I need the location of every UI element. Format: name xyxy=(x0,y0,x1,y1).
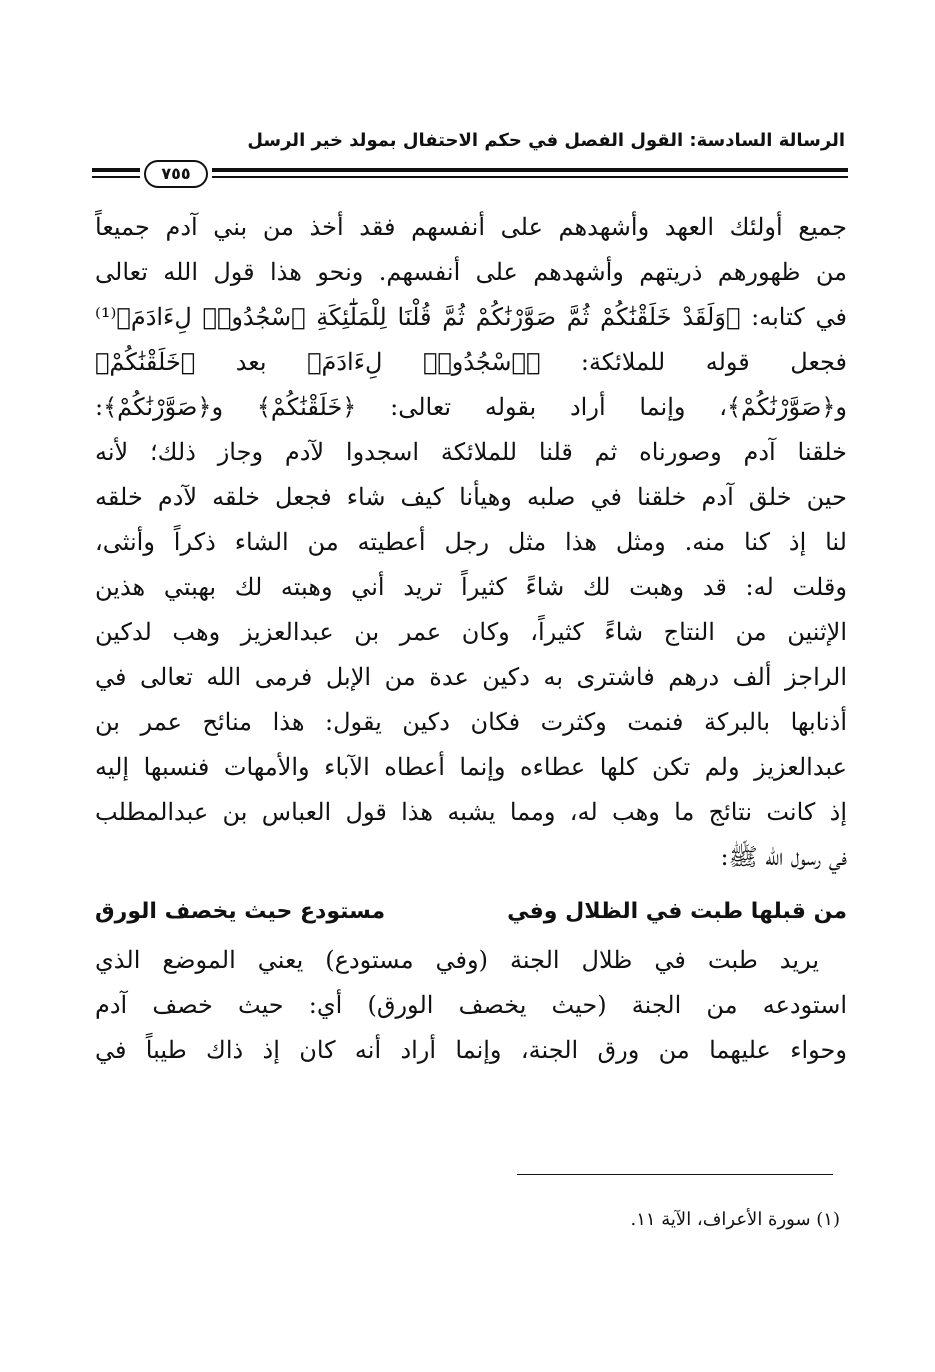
text-line: وحواء عليهما من ورق الجنة، وإنما أراد أنه كان إذ ذاك طيباً في xyxy=(95,1036,847,1064)
text-line: يريد طبت في ظلال الجنة (وفي مستودع) يعني الموضع الذي xyxy=(95,946,819,974)
text-line: حين خلق آدم خلقنا في صلبه وهيأنا كيف شاء فجعل خلقه لآدم خلقه xyxy=(95,483,847,511)
text-line: من ظهورهم ذريتهم وأشهدهم على أنفسهم. ونحو هذا قول الله تعالى xyxy=(95,258,847,286)
text-line: الراجز ألف درهم فاشترى به دكين عدة من الإبل فرمى الله تعالى في xyxy=(95,663,847,691)
text-line: إذ كانت نتائج ما وهب له، ومما يشبه هذا قول العباس بن عبدالمطلب xyxy=(95,798,847,826)
text-line: خلقنا آدم وصورناه ثم قلنا للملائكة اسجدوا لآدم وجاز ذلك؛ لأنه xyxy=(95,438,847,466)
poetry-verse xyxy=(95,886,847,938)
text-line: و﴿صَوَّرْنَٰكُمْ﴾، وإنما أراد بقوله تعالى: ﴿خَلَقْنَٰكُمْ﴾ و﴿صَوَّرْنَٰكُمْ﴾: xyxy=(95,393,847,421)
text-line: لنا إذ كنا منه. ومثل هذا مثل رجل أعطيته من الشاء ذكراً وأنثى، xyxy=(95,528,847,556)
text-line: وقلت له: قد وهبت لك شاءً كثيراً تريد أني وهبته لك بهبتي هذين xyxy=(95,573,847,601)
footnote-separator xyxy=(517,1174,833,1175)
header-rule-left xyxy=(92,168,140,178)
running-header: الرسالة السادسة: القول الفصل في حكم الاحتفال بمولد خير الرسل xyxy=(247,130,845,151)
footnote: (١) سورة الأعراف، الآية ١١. xyxy=(630,1209,840,1230)
text-line: فجعل قوله للملائكة: ﴿ٱسْجُدُوا۟ لِءَادَمَ﴾ بعد ﴿خَلَقْنَٰكُمْ﴾ xyxy=(95,348,847,376)
text-line: أذنابها بالبركة فنمت وكثرت فكان دكين يقول: هذا منائح عمر بن xyxy=(95,708,847,736)
text-line: عبدالعزيز ولم تكن كلها عطاءه وإنما أعطاه الآباء والأمهات فنسبها إليه xyxy=(95,753,847,781)
text-line: جميع أولئك العهد وأشهدهم على أنفسهم فقد أخذ من بني آدم جميعاً xyxy=(95,213,847,241)
verse-first-hemistich: من قبلها طبت في الظلال وفي xyxy=(507,899,847,924)
page-number: ٧٥٥ xyxy=(144,160,208,188)
text-line: الإثنين من النتاج شاءً كثيراً، وكان عمر بن عبدالعزيز وهب لدكين xyxy=(95,618,847,646)
header-rule xyxy=(92,160,848,190)
text-line: في رسول الله ﷺ: xyxy=(720,843,847,871)
body-text xyxy=(95,205,847,1073)
verse-second-hemistich: مستودع حيث يخصف الورق xyxy=(95,899,386,924)
text-line: في كتابه: ﴿وَلَقَدْ خَلَقْنَٰكُمْ ثُمَّ صَوَّرْنَٰكُمْ ثُمَّ قُلْنَا لِلْمَلَٰٓئِكَةِ ٱسْجُدُوا۟ لِءَادَمَ﴾⁽¹⁾ xyxy=(95,303,847,331)
text-line: استودعه من الجنة (حيث يخصف الورق) أي: حيث خصف آدم xyxy=(95,991,847,1019)
header-rule-right xyxy=(212,168,848,178)
